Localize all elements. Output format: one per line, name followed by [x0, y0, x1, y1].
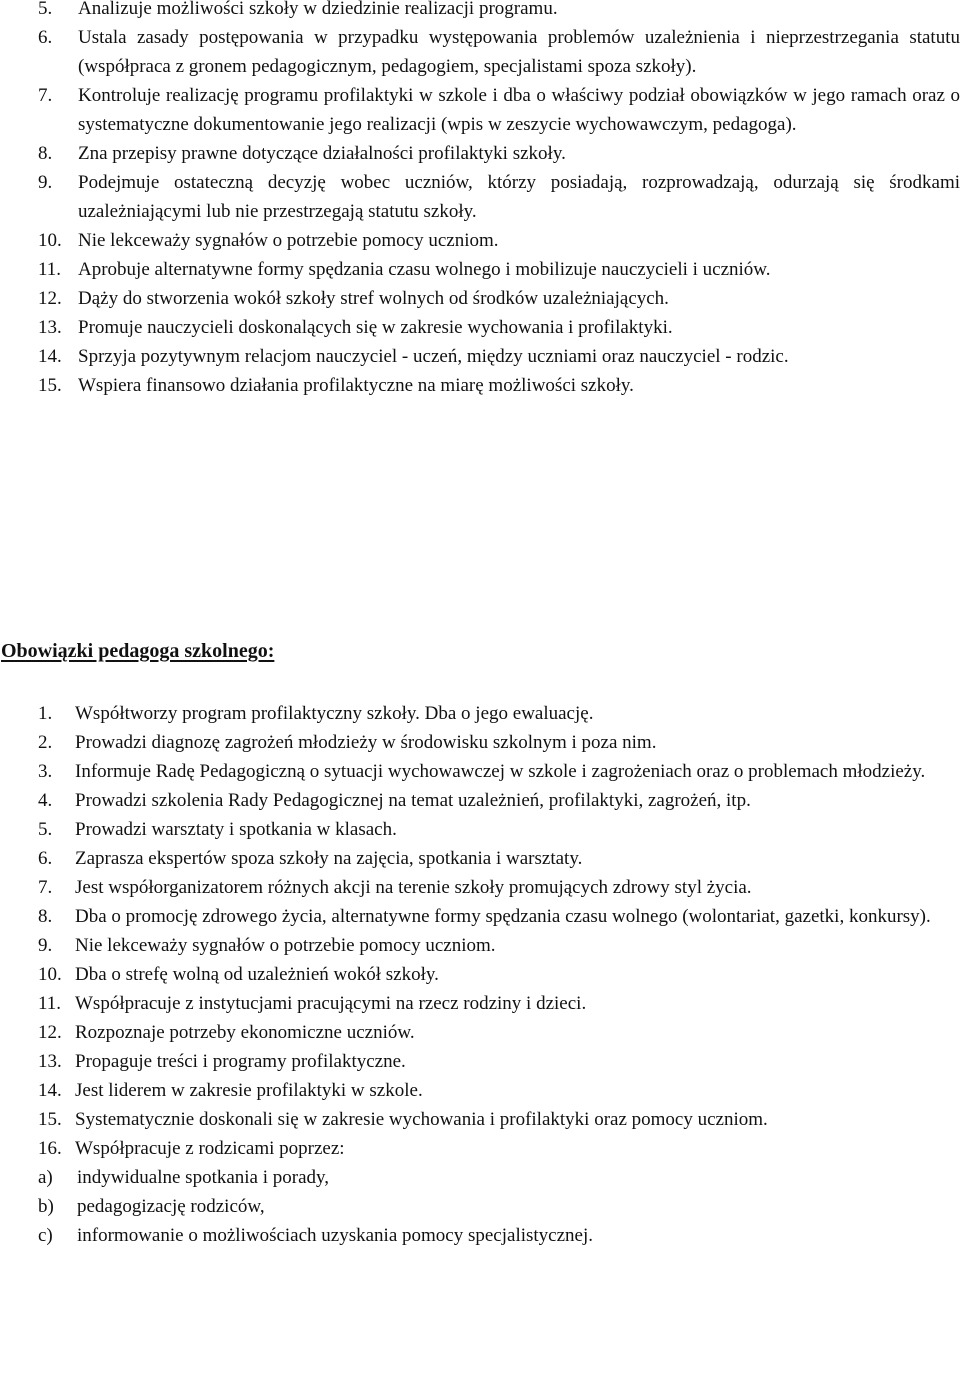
- list-item-text: Aprobuje alternatywne formy spędzania czasu wolnego i mobilizuje nauczycieli i uczniów.: [78, 259, 771, 280]
- sub-list-item-letter: b): [38, 1196, 54, 1217]
- list-item-text: Informuje Radę Pedagogiczną o sytuacji wychowawczej w szkole i zagrożeniach oraz o problemach młodzieży.: [75, 761, 926, 782]
- list-item: [0, 960, 960, 989]
- list-item: [0, 728, 960, 757]
- list-item-number: 7.: [38, 877, 53, 898]
- list-item-text: Zaprasza ekspertów spoza szkoły na zajęcia, spotkania i warsztaty.: [75, 848, 583, 869]
- parent-cooperation-list: [0, 1163, 960, 1250]
- list-item: [0, 844, 960, 873]
- list-item-number: 14.: [38, 346, 62, 367]
- list-item-text: Prowadzi diagnozę zagrożeń młodzieży w środowisku szkolnym i poza nim.: [75, 732, 657, 753]
- list-item-number: 12.: [38, 288, 62, 309]
- list-item-number: 5.: [38, 0, 53, 19]
- list-item-number: 2.: [38, 732, 53, 753]
- list-item-text: Ustala zasady postępowania w przypadku występowania problemów uzależnienia i nieprzestrzegania statutu (współpraca z gronem pedagogicznym, pedagogiem, specjalistami spoza szkoły).: [78, 27, 960, 77]
- list-item: [0, 168, 960, 226]
- list-item: [0, 23, 960, 81]
- list-item: [0, 81, 960, 139]
- list-item: [0, 1076, 960, 1105]
- list-item: [0, 757, 960, 786]
- list-item: [0, 0, 960, 23]
- list-item-number: 3.: [38, 761, 53, 782]
- sub-list-item-text: informowanie o możliwościach uzyskania pomocy specjalistycznej.: [77, 1225, 594, 1246]
- list-item: [0, 284, 960, 313]
- list-item: [0, 1018, 960, 1047]
- list-item-text: Propaguje treści i programy profilaktyczne.: [75, 1051, 406, 1072]
- list-item: [0, 342, 960, 371]
- list-item-text: Współtworzy program profilaktyczny szkoły. Dba o jego ewaluację.: [75, 703, 594, 724]
- list-item-number: 9.: [38, 935, 53, 956]
- list-item-number: 14.: [38, 1080, 62, 1101]
- list-item-number: 9.: [38, 172, 53, 193]
- list-item-text: Nie lekceważy sygnałów o potrzebie pomocy uczniom.: [78, 230, 499, 251]
- list-item: [0, 815, 960, 844]
- list-item-text: Zna przepisy prawne dotyczące działalności profilaktyki szkoły.: [78, 143, 566, 164]
- sub-list-item-text: pedagogizację rodziców,: [77, 1196, 265, 1217]
- director-duties-list: [0, 0, 960, 400]
- list-item-text: Jest liderem w zakresie profilaktyki w szkole.: [75, 1080, 423, 1101]
- list-item-text: Prowadzi szkolenia Rady Pedagogicznej na temat uzależnień, profilaktyki, zagrożeń, itp.: [75, 790, 751, 811]
- list-item-text: Prowadzi warsztaty i spotkania w klasach.: [75, 819, 397, 840]
- list-item-number: 7.: [38, 85, 53, 106]
- list-item: [0, 1105, 960, 1134]
- list-item-number: 10.: [38, 964, 62, 985]
- list-item: [0, 226, 960, 255]
- sub-list-item-letter: c): [38, 1225, 53, 1246]
- list-item-text: Współpracuje z instytucjami pracującymi na rzecz rodziny i dzieci.: [75, 993, 587, 1014]
- sub-list-item: [0, 1221, 960, 1250]
- list-item-text: Współpracuje z rodzicami poprzez:: [75, 1138, 345, 1159]
- list-item: [0, 255, 960, 284]
- pedagogue-duties-heading: Obowiązki pedagoga szkolnego:: [1, 640, 275, 662]
- list-item: [0, 1134, 960, 1163]
- list-item: [0, 931, 960, 960]
- list-item-number: 13.: [38, 1051, 62, 1072]
- list-item-text: Systematycznie doskonali się w zakresie wychowania i profilaktyki oraz pomocy uczniom.: [75, 1109, 768, 1130]
- list-item-number: 11.: [38, 993, 62, 1014]
- list-item-text: Dba o strefę wolną od uzależnień wokół szkoły.: [75, 964, 439, 985]
- list-item: [0, 873, 960, 902]
- sub-list-wrapper: [0, 1163, 960, 1250]
- list-item: [0, 902, 960, 931]
- list-item: [0, 786, 960, 815]
- list-item: [0, 371, 960, 400]
- list-item-text: Promuje nauczycieli doskonalących się w zakresie wychowania i profilaktyki.: [78, 317, 673, 338]
- list-item-number: 5.: [38, 819, 53, 840]
- list-item-number: 6.: [38, 27, 53, 48]
- sub-list-item: [0, 1163, 960, 1192]
- list-item-text: Wspiera finansowo działania profilaktyczne na miarę możliwości szkoły.: [78, 375, 634, 396]
- list-item-text: Dba o promocję zdrowego życia, alternatywne formy spędzania czasu wolnego (wolontariat, gazetki, konkursy).: [75, 906, 931, 927]
- list-item-number: 15.: [38, 375, 62, 396]
- list-item: [0, 699, 960, 728]
- list-item: [0, 139, 960, 168]
- list-item-number: 6.: [38, 848, 53, 869]
- list-item-text: Podejmuje ostateczną decyzję wobec uczniów, którzy posiadają, rozprowadzają, odurzają się środkami uzależniającymi lub nie przestrzegają statutu szkoły.: [78, 172, 960, 222]
- list-item-number: 11.: [38, 259, 62, 280]
- list-item-text: Dąży do stworzenia wokół szkoły stref wolnych od środków uzależniających.: [78, 288, 669, 309]
- list-item-number: 4.: [38, 790, 53, 811]
- list-item-number: 10.: [38, 230, 62, 251]
- list-item-number: 15.: [38, 1109, 62, 1130]
- sub-list-item-letter: a): [38, 1167, 53, 1188]
- list-item-number: 12.: [38, 1022, 62, 1043]
- list-item-text: Kontroluje realizację programu profilaktyki w szkole i dba o właściwy podział obowiązków w jego ramach oraz o systematyczne dokumentowanie jego realizacji (wpis w zeszycie wychowawczym, pedagoga).: [78, 85, 960, 135]
- sub-list-item: [0, 1192, 960, 1221]
- list-item-text: Jest współorganizatorem różnych akcji na terenie szkoły promujących zdrowy styl życia.: [75, 877, 752, 898]
- sub-list-item-text: indywidualne spotkania i porady,: [77, 1167, 330, 1188]
- list-item-text: Rozpoznaje potrzeby ekonomiczne uczniów.: [75, 1022, 415, 1043]
- list-item: [0, 313, 960, 342]
- list-item-number: 8.: [38, 143, 53, 164]
- list-item: [0, 989, 960, 1018]
- list-item-number: 1.: [38, 703, 53, 724]
- list-item-text: Analizuje możliwości szkoły w dziedzinie realizacji programu.: [78, 0, 558, 19]
- list-item: [0, 1047, 960, 1076]
- list-item-text: Nie lekceważy sygnałów o potrzebie pomocy uczniom.: [75, 935, 496, 956]
- pedagogue-duties-list: [0, 699, 960, 1250]
- list-item-number: 13.: [38, 317, 62, 338]
- list-item-text: Sprzyja pozytywnym relacjom nauczyciel - uczeń, między uczniami oraz nauczyciel - rodzic.: [78, 346, 789, 367]
- list-item-number: 16.: [38, 1138, 62, 1159]
- list-item-number: 8.: [38, 906, 53, 927]
